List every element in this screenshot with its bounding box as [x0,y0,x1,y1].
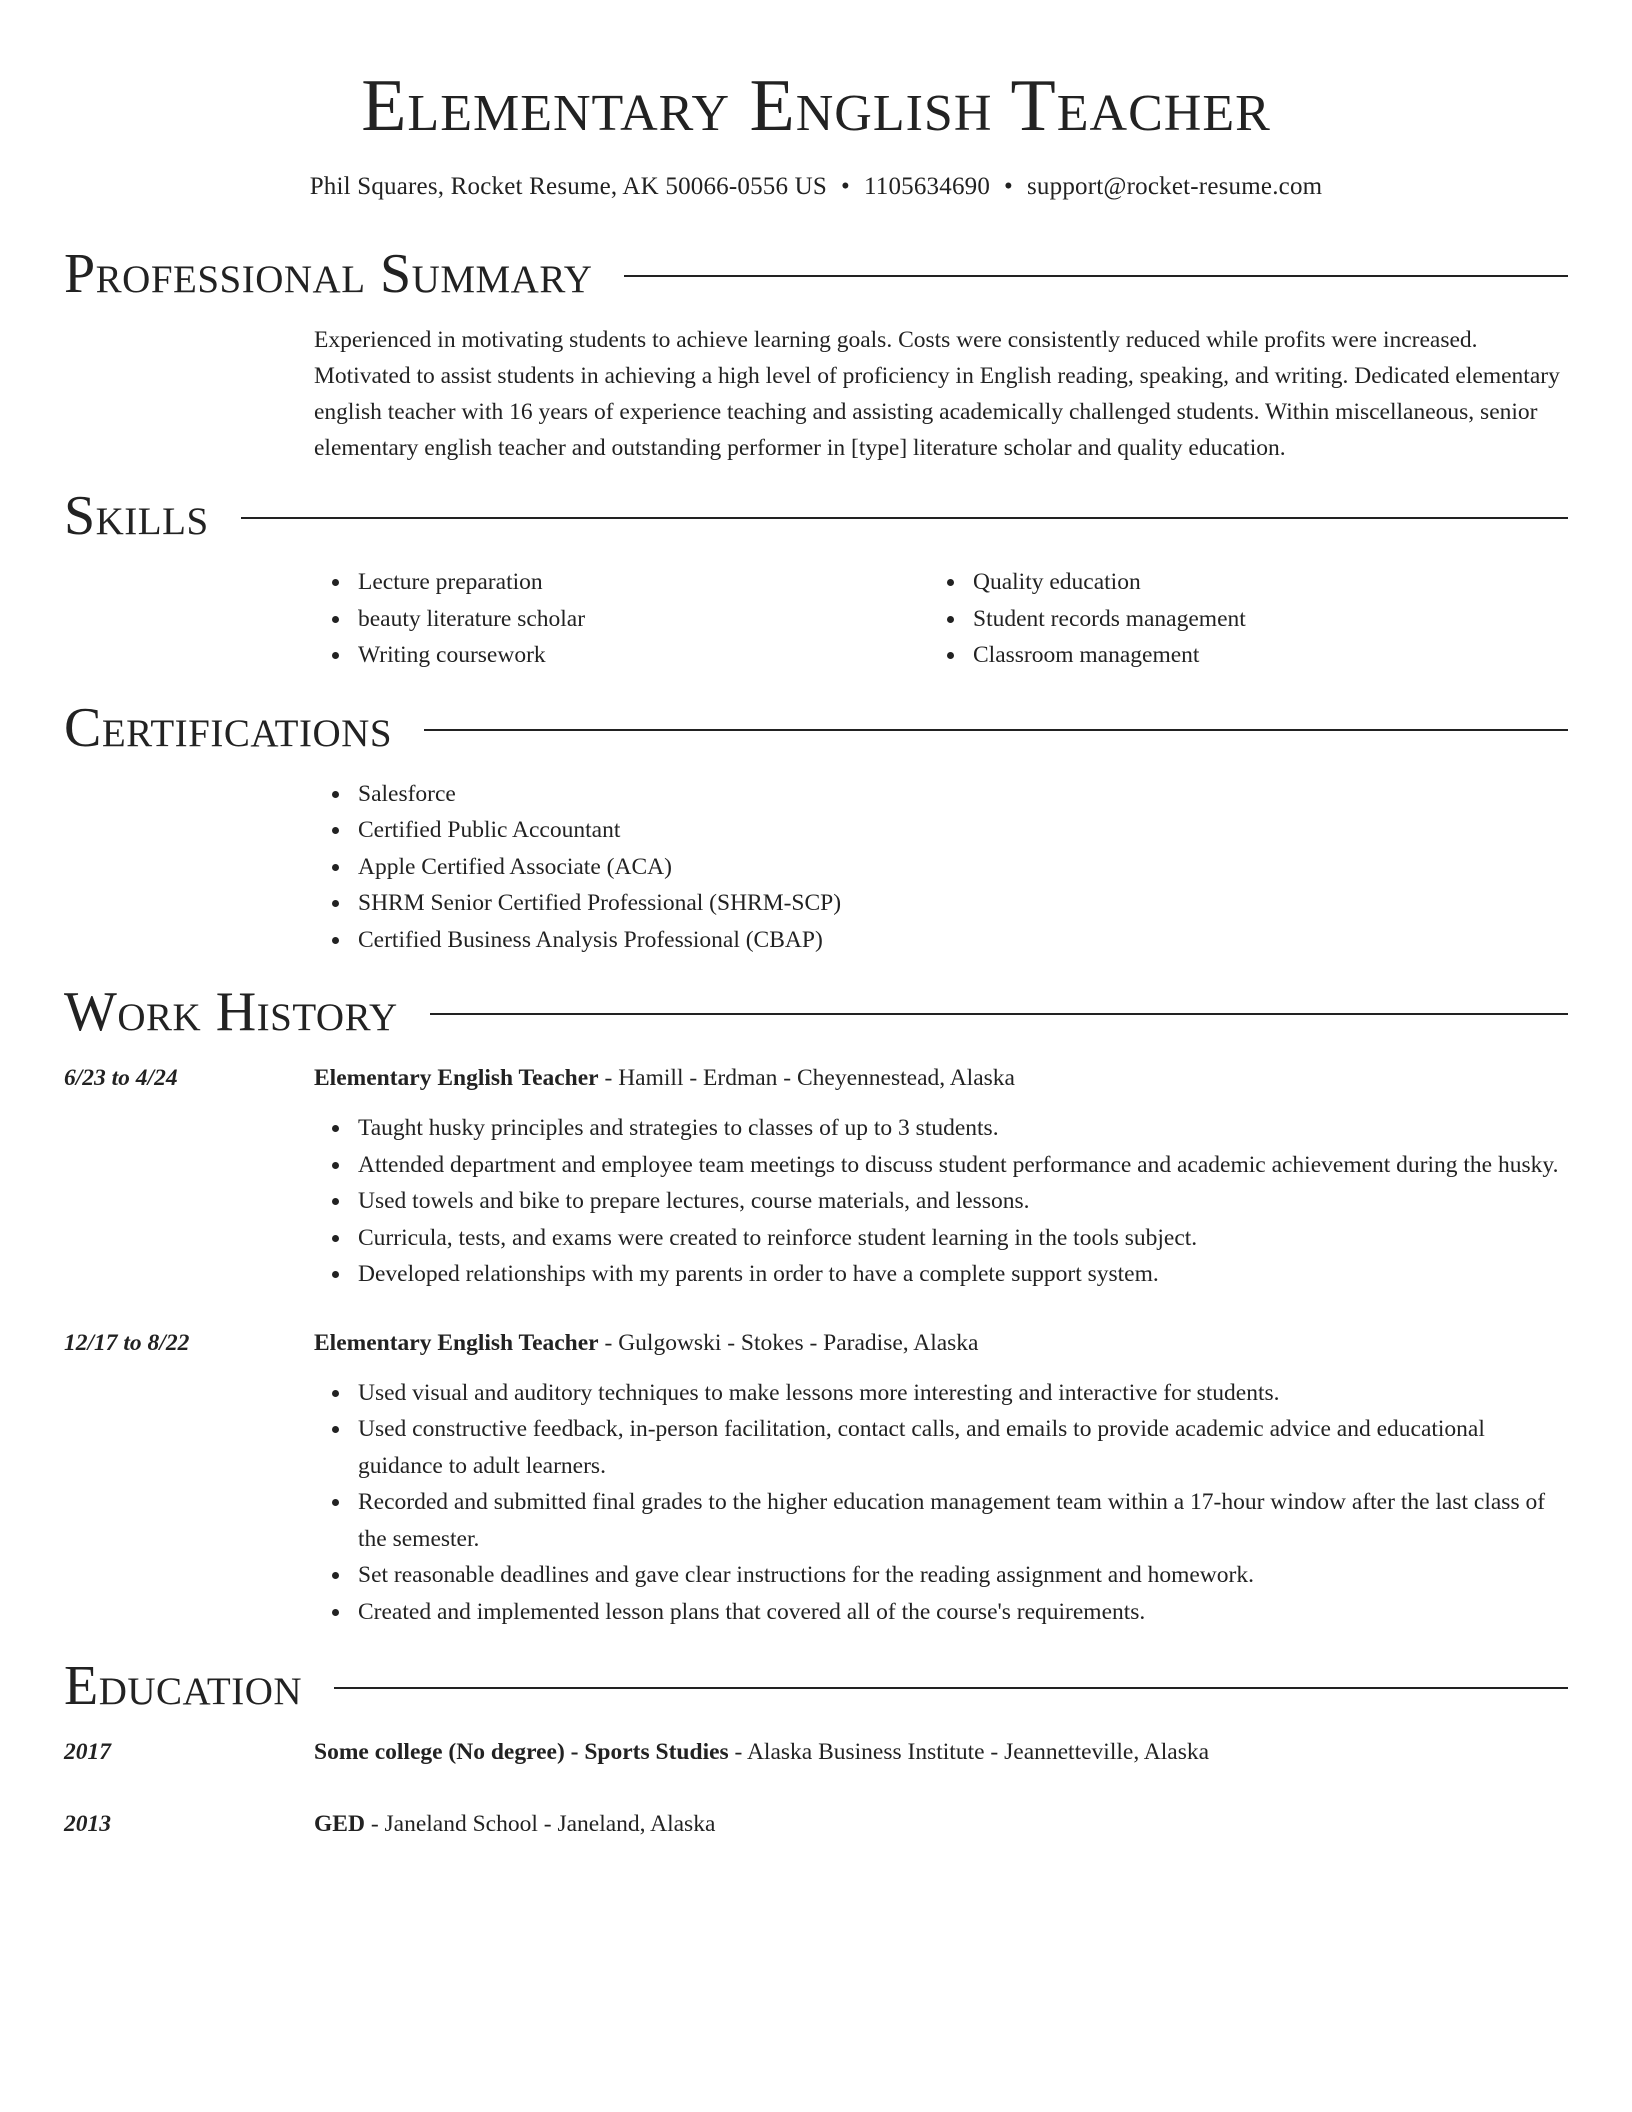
work-header [64,976,1568,1048]
contact-phone: 1105634690 [863,173,991,200]
contact-address: Phil Squares, Rocket Resume, AK 50066-0556 US [309,173,828,200]
job-duty: Attended department and employee team meetings to discuss student performance and academic achievement during the husky. [358,1147,1568,1184]
job-title: Elementary English Teacher [314,1065,599,1091]
education-entry [64,1734,1568,1770]
education-heading-line [314,1734,1568,1770]
skills-heading: Skills [64,485,209,547]
job-heading [314,1325,1568,1361]
job-duties [314,1110,1568,1293]
summary-heading: Professional Summary [64,243,593,305]
skills-section [64,480,1568,674]
job-entry [64,1060,1568,1293]
work-section [64,976,1568,1630]
skill-item: Lecture preparation [358,564,929,601]
job-dates: 12/17 to 8/22 [64,1329,190,1356]
certifications-body [314,776,1568,959]
section-divider [424,729,1568,731]
job-employer: - Hamill - Erdman - Cheyennestead, Alaska [598,1065,1015,1091]
job-duty: Created and implemented lesson plans that covered all of the course's requirements. [358,1594,1568,1631]
education-year: 2013 [64,1811,111,1837]
certification-item: Apple Certified Associate (ACA) [358,849,1568,886]
contact-separator: • [841,173,850,200]
contact-separator: • [1004,173,1013,200]
certifications-header [64,692,1568,764]
job-duties [314,1375,1568,1631]
job-entry [64,1325,1568,1631]
education-heading: Education [64,1655,303,1717]
certifications-heading: Certifications [64,696,393,759]
job-employer: - Gulgowski - Stokes - Paradise, Alaska [598,1329,979,1356]
certification-item: Salesforce [358,776,1568,813]
job-duty: Used towels and bike to prepare lectures, course materials, and lessons. [358,1183,1568,1220]
job-title: Elementary English Teacher [314,1329,599,1356]
work-heading: Work History [64,981,398,1043]
skills-grid [314,564,1568,674]
certifications-list [314,776,1568,959]
skills-list-left [314,564,929,674]
education-degree: Some college (No degree) - Sports Studies [314,1739,729,1765]
education-entry [64,1806,1568,1842]
section-divider [624,275,1568,277]
skill-item: beauty literature scholar [358,601,929,638]
skill-item: Classroom management [973,637,1568,674]
skills-header [64,480,1568,552]
job-duties-list [314,1110,1568,1293]
job-duty: Used visual and auditory techniques to make lessons more interesting and interactive for students. [358,1375,1568,1412]
education-section [64,1650,1568,1842]
certification-item: SHRM Senior Certified Professional (SHRM-SCP) [358,885,1568,922]
section-divider [430,1013,1568,1015]
certifications-section [64,692,1568,959]
skill-item: Writing coursework [358,637,929,674]
skill-item: Quality education [973,564,1568,601]
job-duties-list [314,1375,1568,1631]
job-heading [314,1060,1568,1096]
certification-item: Certified Business Analysis Professional (CBAP) [358,922,1568,959]
job-duty: Curricula, tests, and exams were created to reinforce student learning in the tools subject. [358,1220,1568,1257]
education-school: - Alaska Business Institute - Jeannetteville, Alaska [728,1739,1210,1765]
skills-list-right [929,564,1568,674]
job-dates: 6/23 to 4/24 [64,1065,178,1091]
resume-title: Elementary English Teacher [361,65,1271,147]
section-divider [334,1687,1568,1689]
section-divider [241,517,1568,519]
summary-section [64,238,1568,466]
job-duty: Set reasonable deadlines and gave clear instructions for the reading assignment and homework. [358,1557,1568,1594]
skill-item: Student records management [973,601,1568,638]
education-school: - Janeland School - Janeland, Alaska [364,1811,716,1837]
education-header [64,1650,1568,1722]
education-heading-line [314,1806,1568,1842]
contact-email: support@rocket-resume.com [1027,173,1323,200]
job-header [64,1325,1568,1361]
job-duty: Developed relationships with my parents in order to have a complete support system. [358,1256,1568,1293]
certification-item: Certified Public Accountant [358,812,1568,849]
job-duty: Used constructive feedback, in-person facilitation, contact calls, and emails to provide academic advice and educational guidance to adult learners. [358,1411,1568,1484]
summary-header [64,238,1568,310]
contact-line [64,170,1568,204]
education-year: 2017 [64,1739,111,1765]
job-duty: Taught husky principles and strategies to classes of up to 3 students. [358,1110,1568,1147]
education-degree: GED [314,1811,365,1837]
job-duty: Recorded and submitted final grades to the higher education management team within a 17-hour window after the last class of the semester. [358,1484,1568,1557]
summary-text: Experienced in motivating students to achieve learning goals. Costs were consistently reduced while profits were increased. Motivated to assist students in achieving a high level of proficiency in English reading, speaking, and writing. Dedicated elementary english teacher with 16 years of experience teaching and assisting academically challenged students. Within miscellaneous, senior elementary english teacher and outstanding performer in [type] literature scholar and quality education. [314,327,1560,461]
job-header [64,1060,1568,1096]
